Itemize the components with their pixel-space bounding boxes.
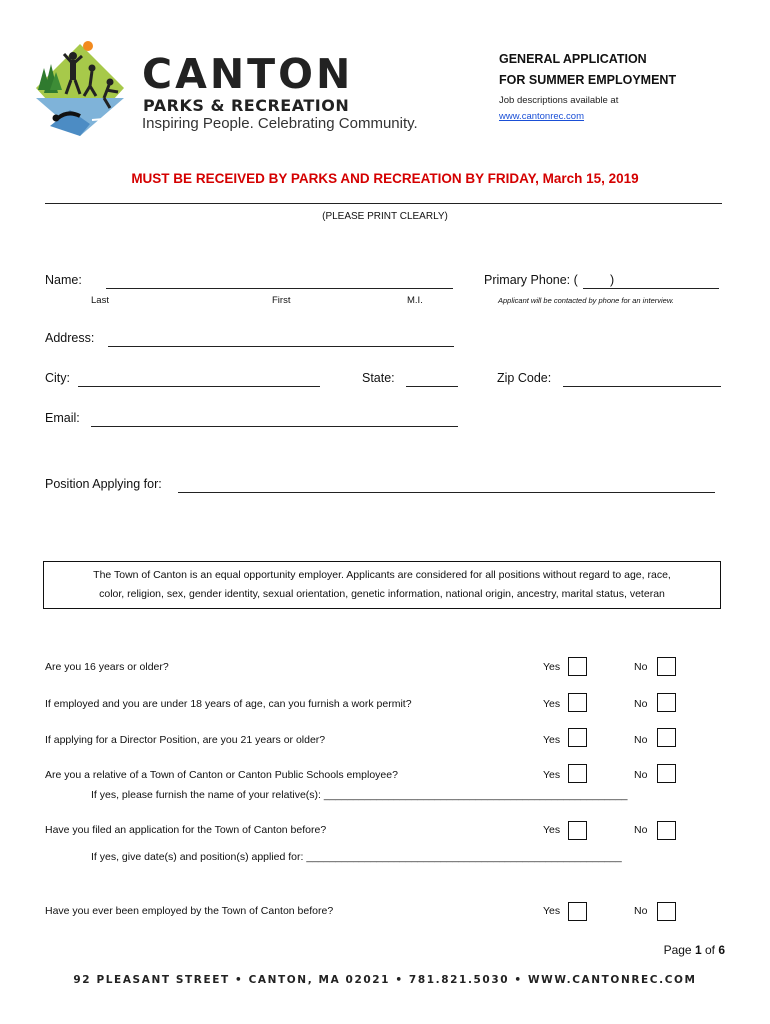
state-label: State: — [362, 371, 395, 385]
page-of: of — [701, 943, 719, 957]
no-checkbox[interactable] — [657, 728, 676, 747]
print-clearly-note: (PLEASE PRINT CLEARLY) — [322, 211, 448, 222]
yes-label: Yes — [543, 769, 561, 781]
middle-initial-caption: M.I. — [407, 295, 423, 306]
address-label: Address: — [45, 331, 95, 345]
phone-note: Applicant will be contacted by phone for an interview. — [498, 296, 674, 305]
zip-field[interactable] — [563, 386, 721, 387]
question-text: Are you 16 years or older? — [45, 661, 169, 673]
no-label: No — [634, 698, 648, 710]
no-label: No — [634, 661, 648, 673]
yes-label: Yes — [543, 734, 561, 746]
phone-paren-close: ) — [610, 273, 615, 287]
eeo-line-2: color, religion, sex, gender identity, sexual orientation, genetic information, national origin, ancestry, marital status, veteran — [99, 588, 665, 600]
prior-application-field[interactable]: If yes, give date(s) and position(s) applied for: ______________________________________________________ — [91, 851, 622, 863]
first-name-caption: First — [272, 295, 291, 306]
no-checkbox[interactable] — [657, 764, 676, 783]
page-number — [664, 943, 725, 957]
zip-label: Zip Code: — [497, 371, 552, 385]
address-field[interactable] — [108, 346, 454, 347]
question-text: Have you filed an application for the Town of Canton before? — [45, 824, 327, 836]
brand-title: CANTON — [142, 50, 354, 98]
no-label: No — [634, 905, 648, 917]
no-checkbox[interactable] — [657, 693, 676, 712]
yes-checkbox[interactable] — [568, 657, 587, 676]
brand-subtitle: PARKS & RECREATION — [143, 96, 350, 115]
canton-logo-emblem — [30, 38, 130, 142]
yes-label: Yes — [543, 661, 561, 673]
relative-name-field[interactable]: If yes, please furnish the name of your relative(s): ____________________________________________________ — [91, 789, 628, 801]
brand-tagline: Inspiring People. Celebrating Community. — [142, 115, 418, 132]
footer-address: 92 PLEASANT STREET • CANTON, MA 02021 • 781.821.5030 • WWW.CANTONREC.COM — [73, 974, 697, 986]
name-label: Name: — [45, 273, 82, 287]
yes-checkbox[interactable] — [568, 902, 587, 921]
deadline-notice: MUST BE RECEIVED BY PARKS AND RECREATION BY FRIDAY, March 15, 2019 — [131, 171, 639, 186]
no-label: No — [634, 769, 648, 781]
yes-checkbox[interactable] — [568, 764, 587, 783]
email-label: Email: — [45, 411, 80, 425]
question-text: If employed and you are under 18 years of age, can you furnish a work permit? — [45, 698, 412, 710]
no-checkbox[interactable] — [657, 821, 676, 840]
no-checkbox[interactable] — [657, 902, 676, 921]
last-name-caption: Last — [91, 295, 109, 306]
phone-label: Primary Phone: ( — [484, 273, 578, 287]
page-total: 6 — [718, 943, 725, 957]
no-checkbox[interactable] — [657, 657, 676, 676]
phone-field[interactable] — [583, 288, 719, 289]
position-field[interactable] — [178, 492, 715, 493]
page-prefix: Page — [663, 943, 695, 957]
page-current: 1 — [694, 943, 702, 957]
job-desc-note: Job descriptions available at — [499, 95, 619, 106]
yes-checkbox[interactable] — [568, 821, 587, 840]
yes-label: Yes — [543, 824, 561, 836]
no-label: No — [634, 824, 648, 836]
name-field[interactable] — [106, 288, 453, 289]
eeo-statement — [43, 561, 721, 609]
website-link[interactable]: www.cantonrec.com — [499, 111, 585, 122]
yes-checkbox[interactable] — [568, 693, 587, 712]
yes-checkbox[interactable] — [568, 728, 587, 747]
yes-label: Yes — [543, 905, 561, 917]
yes-label: Yes — [543, 698, 561, 710]
header-divider — [45, 203, 722, 204]
question-text: Are you a relative of a Town of Canton or Canton Public Schools employee? — [45, 769, 398, 781]
city-field[interactable] — [78, 386, 320, 387]
eeo-line-1: The Town of Canton is an equal opportunity employer. Applicants are considered for all positions without regard to age, race, — [93, 569, 671, 581]
city-label: City: — [45, 371, 70, 385]
question-text: If applying for a Director Position, are you 21 years or older? — [45, 734, 326, 746]
form-title-line1: GENERAL APPLICATION — [499, 52, 647, 66]
email-field[interactable] — [91, 426, 458, 427]
position-label: Position Applying for: — [45, 477, 162, 491]
state-field[interactable] — [406, 386, 458, 387]
form-title-line2: FOR SUMMER EMPLOYMENT — [499, 73, 677, 87]
question-text: Have you ever been employed by the Town of Canton before? — [45, 905, 334, 917]
no-label: No — [634, 734, 648, 746]
